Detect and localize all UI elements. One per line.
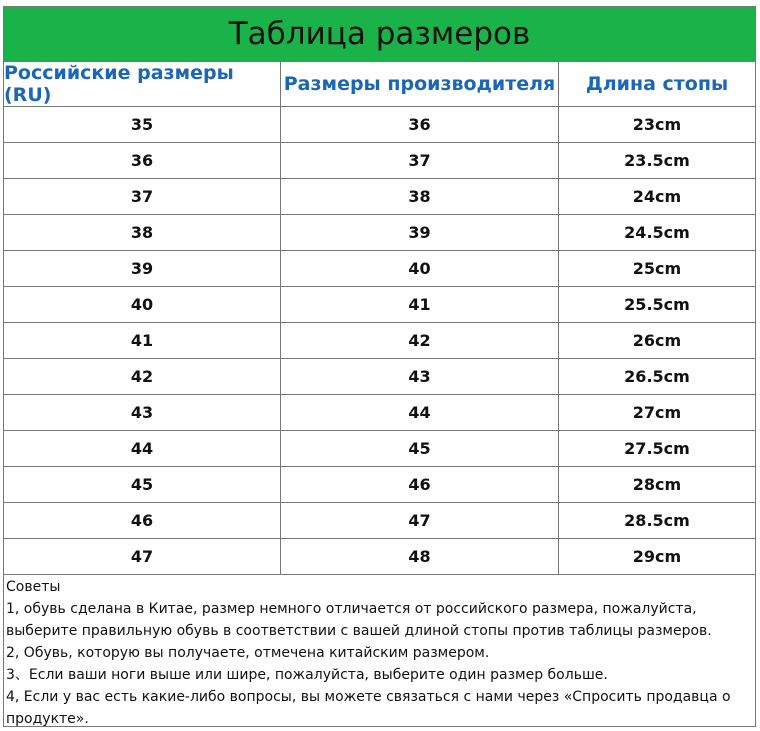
cell-manufacturer-size: 39 xyxy=(281,215,559,250)
tip-1: 1, обувь сделана в Китае, размер немного отличается от российского размера, пожалуйста, выберите правильную обувь в соответствии с вашей длиной стопы против таблицы размеров. xyxy=(6,601,712,639)
cell-foot-length: 26cm xyxy=(632,331,682,350)
tips-heading: Советы xyxy=(6,579,61,595)
tip-2: 2, Обувь, которую вы получаете, отмечена китайским размером. xyxy=(6,645,490,661)
table-row xyxy=(4,323,755,359)
cell-foot-length: 27cm xyxy=(632,403,682,422)
page-title: Таблица размеров xyxy=(4,7,755,62)
cell-foot-length: 29cm xyxy=(632,547,682,566)
size-chart-table xyxy=(3,6,756,727)
cell-foot-length: 24.5cm xyxy=(624,223,690,242)
table-row xyxy=(4,179,755,215)
cell-foot-length: 27.5cm xyxy=(624,439,690,458)
table-row xyxy=(4,539,755,575)
cell-foot-length: 28cm xyxy=(632,475,682,494)
cell-manufacturer-size: 37 xyxy=(281,143,559,178)
cell-ru-size: 39 xyxy=(4,251,281,286)
cell-ru-size: 35 xyxy=(4,107,281,142)
cell-ru-size: 37 xyxy=(4,179,281,214)
cell-foot-length: 28.5cm xyxy=(624,511,690,530)
cell-foot-length: 25.5cm xyxy=(624,295,690,314)
tip-3: 3、Если ваши ноги выше или шире, пожалуйста, выберите один размер больше. xyxy=(6,667,608,683)
cell-manufacturer-size: 46 xyxy=(281,467,559,502)
table-row xyxy=(4,395,755,431)
cell-manufacturer-size: 44 xyxy=(281,395,559,430)
cell-ru-size: 38 xyxy=(4,215,281,250)
cell-ru-size: 44 xyxy=(4,431,281,466)
cell-manufacturer-size: 42 xyxy=(281,323,559,358)
header-foot-length: Длина стопы xyxy=(585,73,729,95)
cell-manufacturer-size: 38 xyxy=(281,179,559,214)
cell-manufacturer-size: 40 xyxy=(281,251,559,286)
table-row xyxy=(4,467,755,503)
cell-ru-size: 41 xyxy=(4,323,281,358)
cell-ru-size: 46 xyxy=(4,503,281,538)
table-row xyxy=(4,251,755,287)
cell-foot-length: 24cm xyxy=(632,187,682,206)
table-row xyxy=(4,431,755,467)
cell-ru-size: 43 xyxy=(4,395,281,430)
cell-manufacturer-size: 43 xyxy=(281,359,559,394)
header-row xyxy=(4,62,755,107)
cell-foot-length: 23.5cm xyxy=(624,151,690,170)
cell-manufacturer-size: 41 xyxy=(281,287,559,322)
cell-foot-length: 23cm xyxy=(632,115,682,134)
table-row xyxy=(4,503,755,539)
header-ru-size: Российские размеры (RU) xyxy=(4,62,281,106)
table-row xyxy=(4,359,755,395)
header-manufacturer-size: Размеры производителя xyxy=(281,62,559,106)
table-row xyxy=(4,143,755,179)
cell-ru-size: 42 xyxy=(4,359,281,394)
tip-4: 4, Если у вас есть какие-либо вопросы, вы можете связаться с нами через «Спросить продавца о продукте». xyxy=(6,689,731,727)
cell-ru-size: 36 xyxy=(4,143,281,178)
table-row xyxy=(4,287,755,323)
tips-section xyxy=(4,575,755,726)
cell-foot-length: 25cm xyxy=(632,259,682,278)
table-row xyxy=(4,215,755,251)
table-row xyxy=(4,107,755,143)
cell-manufacturer-size: 45 xyxy=(281,431,559,466)
cell-ru-size: 47 xyxy=(4,539,281,574)
cell-ru-size: 45 xyxy=(4,467,281,502)
cell-manufacturer-size: 48 xyxy=(281,539,559,574)
cell-manufacturer-size: 47 xyxy=(281,503,559,538)
cell-manufacturer-size: 36 xyxy=(281,107,559,142)
cell-ru-size: 40 xyxy=(4,287,281,322)
cell-foot-length: 26.5cm xyxy=(624,367,690,386)
